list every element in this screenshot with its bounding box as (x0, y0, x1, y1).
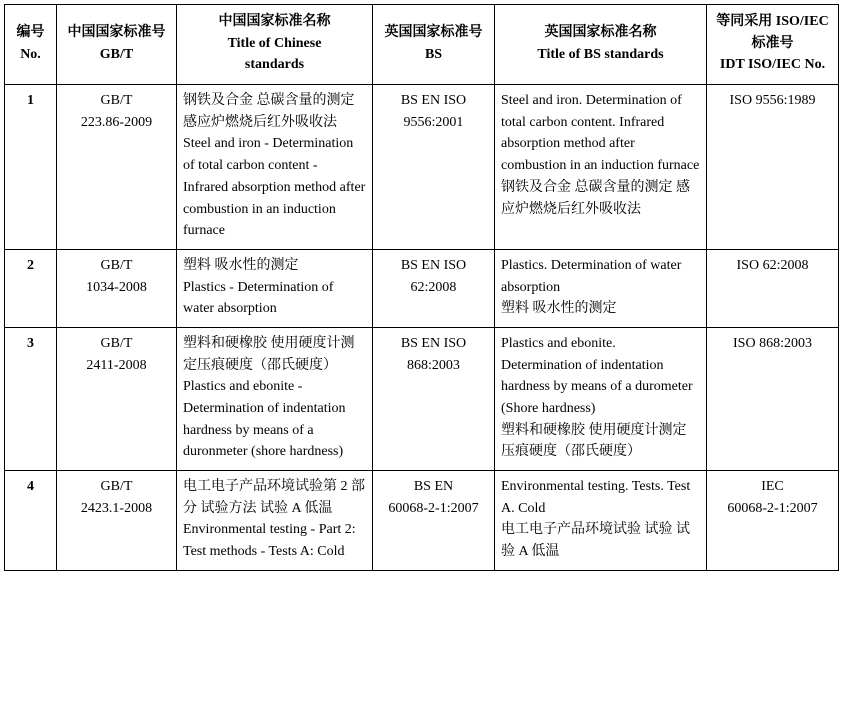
row-number: 2 (5, 249, 57, 327)
gb-number-line1: GB/T (100, 479, 133, 495)
bs-standard-title (495, 327, 707, 470)
gb-standard-number (57, 85, 177, 250)
iso-number-line2: 60068-2-1:2007 (727, 500, 818, 516)
bs-title-en: Steel and iron. Determination of total carbon content. Infrared absorption method after combustion in an induction furnace (501, 93, 700, 174)
bs-number-line2: 868:2003 (407, 357, 460, 373)
bs-number-line2: 9556:2001 (403, 114, 464, 130)
column-header-no-line1: 编号 (16, 24, 45, 40)
chinese-title-en: Steel and iron - Determination of total carbon content - Infrared absorption method after combustion in an induction furnace (183, 136, 366, 239)
bs-number-line2: 62:2008 (410, 279, 457, 295)
column-header-no-line2: No. (20, 46, 41, 62)
column-header-iso-number-line1: 等同采用 ISO/IEC (716, 14, 829, 29)
bs-title-en: Plastics. Determination of water absorption (501, 257, 682, 295)
column-header-chinese-title-line1: 中国国家标准名称 (218, 14, 331, 29)
table-row (5, 85, 839, 250)
header-row (5, 5, 839, 85)
column-header-bs-number (373, 5, 495, 85)
gb-standard-number (57, 327, 177, 470)
column-header-gb-number (57, 5, 177, 85)
table-row (5, 249, 839, 327)
bs-number-line1: BS EN ISO (400, 93, 467, 109)
bs-title-en: Plastics and ebonite. Determination of indentation hardness by means of a durometer (Shore hardness) (501, 335, 693, 416)
bs-number-line1: BS EN ISO (400, 335, 467, 351)
column-header-iso-number-line2: 标准号 (751, 35, 794, 51)
chinese-title-cn: 塑料和硬橡胶 使用硬度计测定压痕硬度（邵氏硬度） (183, 335, 355, 373)
chinese-standard-title (177, 327, 373, 470)
column-header-bs-number-line2: BS (424, 46, 443, 62)
standards-comparison-table (4, 4, 839, 571)
bs-standard-title (495, 471, 707, 571)
gb-number-line2: 2423.1-2008 (80, 500, 153, 516)
bs-standard-number (373, 471, 495, 571)
table-row (5, 327, 839, 470)
column-header-chinese-title-line3: standards (244, 57, 305, 73)
chinese-title-cn: 钢铁及合金 总碳含量的测定 感应炉燃烧后红外吸收法 (183, 93, 355, 130)
column-header-bs-number-line1: 英国国家标准号 (384, 24, 483, 40)
row-number: 4 (5, 471, 57, 571)
column-header-chinese-title (177, 5, 373, 85)
bs-standard-number (373, 327, 495, 470)
chinese-standard-title (177, 471, 373, 571)
gb-number-line1: GB/T (100, 93, 133, 109)
gb-number-line1: GB/T (100, 335, 133, 351)
iso-standard-number: ISO 9556:1989 (707, 85, 839, 250)
column-header-bs-title-line2: Title of BS standards (537, 46, 664, 62)
iso-standard-number: ISO 62:2008 (707, 249, 839, 327)
table-header (5, 5, 839, 85)
bs-title-cn: 电工电子产品环境试验 试验 试验 A 低温 (501, 522, 690, 560)
bs-title-en: Environmental testing. Tests. Test A. Cold (501, 479, 691, 516)
bs-standard-number (373, 85, 495, 250)
table-body (5, 85, 839, 571)
bs-number-line1: BS EN ISO (400, 257, 467, 273)
gb-number-line2: 1034-2008 (86, 279, 147, 295)
gb-standard-number (57, 471, 177, 571)
column-header-no (5, 5, 57, 85)
column-header-bs-title (495, 5, 707, 85)
chinese-title-cn: 电工电子产品环境试验第 2 部分 试验方法 试验 A 低温 (183, 479, 365, 516)
gb-number-line2: 223.86-2009 (80, 114, 153, 130)
gb-number-line2: 2411-2008 (86, 357, 147, 373)
column-header-iso-number-line3: IDT ISO/IEC No. (719, 57, 826, 73)
iso-number-line1: IEC (761, 479, 784, 495)
chinese-standard-title (177, 249, 373, 327)
bs-title-cn: 钢铁及合金 总碳含量的测定 感应炉燃烧后红外吸收法 (501, 179, 690, 217)
bs-standard-number (373, 249, 495, 327)
bs-number-line2: 60068-2-1:2007 (388, 500, 479, 516)
column-header-gb-number-line2: GB/T (99, 46, 134, 62)
bs-title-cn: 塑料和硬橡胶 使用硬度计测定压痕硬度（邵氏硬度） (501, 422, 687, 460)
iso-standard-number (707, 471, 839, 571)
column-header-bs-title-line1: 英国国家标准名称 (544, 24, 657, 40)
row-number: 3 (5, 327, 57, 470)
bs-number-line1: BS EN (413, 479, 454, 495)
chinese-title-en: Environmental testing - Part 2: Test methods - Tests A: Cold (183, 522, 356, 560)
chinese-standard-title (177, 85, 373, 250)
column-header-iso-number (707, 5, 839, 85)
iso-standard-number: ISO 868:2003 (707, 327, 839, 470)
row-number: 1 (5, 85, 57, 250)
chinese-title-cn: 塑料 吸水性的测定 (183, 257, 299, 273)
bs-title-cn: 塑料 吸水性的测定 (501, 301, 617, 317)
chinese-title-en: Plastics - Determination of water absorption (183, 279, 334, 317)
bs-standard-title (495, 249, 707, 327)
column-header-chinese-title-line2: Title of Chinese (227, 35, 322, 51)
column-header-gb-number-line1: 中国国家标准号 (67, 24, 166, 40)
chinese-title-en: Plastics and ebonite - Determination of indentation hardness by means of a duronmeter (shore hardness) (183, 379, 346, 460)
bs-standard-title (495, 85, 707, 250)
gb-standard-number (57, 249, 177, 327)
gb-number-line1: GB/T (100, 257, 133, 273)
table-row (5, 471, 839, 571)
